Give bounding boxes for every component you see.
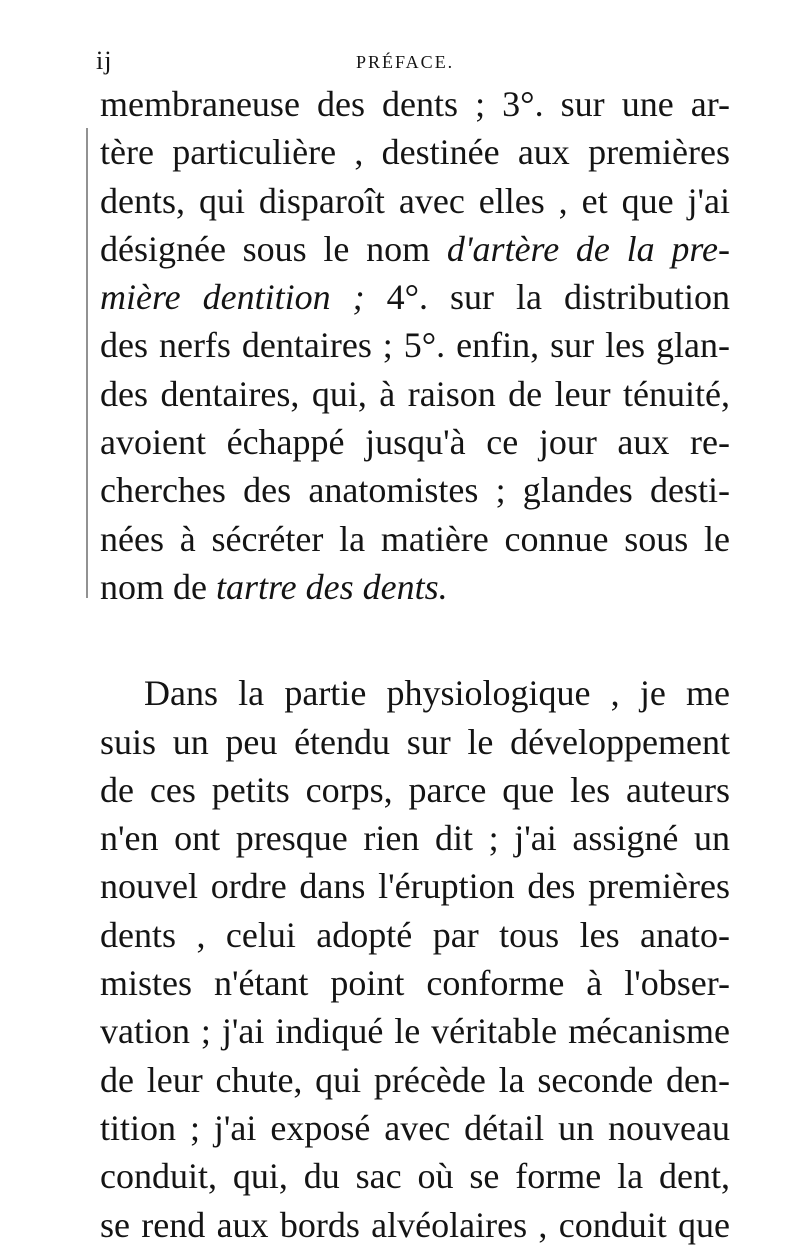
body-text: [100, 80, 730, 1249]
text-line: suis un peu étendu sur le développement: [100, 721, 730, 762]
paragraph-2: [100, 669, 730, 1249]
text-run: 4°. sur la distribution: [364, 277, 730, 318]
running-title: PRÉFACE.: [356, 52, 455, 72]
italic-term: d'artère de la pre-: [446, 228, 730, 269]
page-number: ij: [96, 46, 113, 75]
margin-pencil-line: [86, 128, 88, 598]
text-line: n'en ont presque rien dit ; j'ai assigné un: [100, 818, 730, 859]
text-line: Dans la partie physiologique , je me: [144, 673, 730, 714]
page-header: [0, 46, 800, 76]
text-line: de leur chute, qui précède la seconde den-: [100, 1059, 730, 1100]
text-line: cherches des anatomistes ; glandes desti-: [100, 470, 730, 511]
text-line: conduit, qui, du sac où se forme la dent,: [100, 1156, 730, 1197]
text-line: nouvel ordre dans l'éruption des premières: [100, 866, 730, 907]
text-line: [100, 563, 730, 611]
paragraph-1: [100, 80, 730, 611]
text-line: mistes n'étant point conforme à l'obser-: [100, 963, 730, 1004]
text-line: tère particulière , destinée aux premières: [100, 132, 730, 173]
text-run: nom de: [100, 566, 216, 607]
text-line: de ces petits corps, parce que les auteurs: [100, 769, 730, 810]
text-line: avoient échappé jusqu'à ce jour aux re-: [100, 422, 730, 463]
text-line: nées à sécréter la matière connue sous le: [100, 518, 730, 559]
paragraph-gap: [100, 611, 730, 669]
italic-term: mière dentition ;: [100, 277, 365, 318]
text-line: des dentaires, qui, à raison de leur ténuité,: [100, 373, 730, 414]
text-run: désignée sous le nom: [100, 228, 447, 269]
text-line: dents, qui disparoît avec elles , et que j'ai: [100, 180, 730, 221]
text-line: membraneuse des dents ; 3°. sur une ar-: [100, 84, 730, 124]
text-line: [100, 225, 730, 273]
text-line: dents , celui adopté par tous les anato-: [100, 914, 730, 955]
text-line: vation ; j'ai indiqué le véritable mécanisme: [100, 1011, 730, 1052]
text-line: des nerfs dentaires ; 5°. enfin, sur les glan-: [100, 325, 730, 366]
text-line: se rend aux bords alvéolaires , conduit que: [100, 1204, 730, 1245]
italic-term: tartre des dents.: [215, 566, 448, 607]
text-line: tition ; j'ai exposé avec détail un nouveau: [100, 1107, 730, 1148]
text-line: [100, 273, 730, 321]
